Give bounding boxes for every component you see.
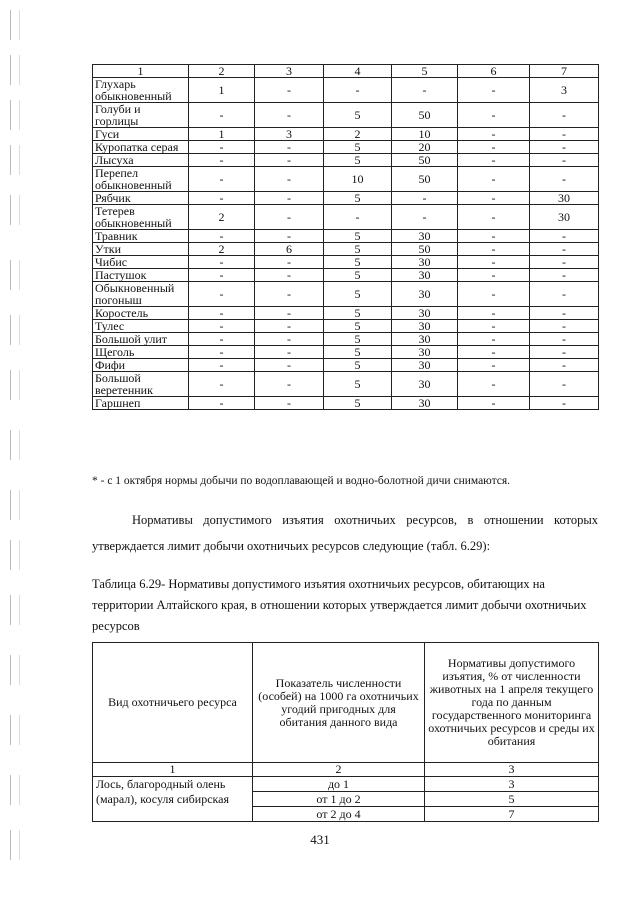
value-cell: - — [255, 320, 324, 333]
value-cell: 5 — [324, 269, 392, 282]
margin-mark — [10, 370, 20, 400]
value-cell: - — [530, 243, 599, 256]
value-cell: - — [458, 307, 530, 320]
margin-mark — [10, 540, 20, 570]
value-cell: 30 — [392, 307, 458, 320]
species-name-line: Фифи — [95, 358, 126, 372]
game-bird-norms-table — [92, 64, 599, 410]
column-number: 3 — [425, 763, 599, 777]
value-cell: - — [255, 230, 324, 243]
species-name-line: Большой — [95, 371, 141, 385]
value-cell: 30 — [392, 346, 458, 359]
value-cell: - — [530, 359, 599, 372]
value-cell: - — [458, 359, 530, 372]
margin-mark — [10, 100, 20, 130]
species-name-cell — [93, 269, 189, 282]
value-cell: - — [530, 333, 599, 346]
value-cell: 1 — [189, 78, 255, 103]
value-cell: - — [189, 333, 255, 346]
margin-mark — [10, 195, 20, 225]
value-cell: - — [458, 282, 530, 307]
table-row — [93, 777, 599, 792]
value-cell: - — [255, 333, 324, 346]
header-norm: Нормативы допустимого изъятия, % от численности животных на 1 апреля текущего года по данным государственного мониторинга охотничьих ресурсов и среды их обитания — [425, 643, 599, 763]
value-cell: 30 — [392, 269, 458, 282]
value-cell: 5 — [324, 141, 392, 154]
margin-mark — [10, 655, 20, 685]
column-number: 1 — [93, 65, 189, 78]
column-number: 5 — [392, 65, 458, 78]
value-cell: - — [458, 269, 530, 282]
value-cell: - — [392, 205, 458, 230]
value-cell: 30 — [392, 256, 458, 269]
species-name-line: Куропатка серая — [95, 140, 179, 154]
value-cell: 30 — [392, 397, 458, 410]
value-cell: - — [458, 205, 530, 230]
species-name-line: Обыкновенный — [95, 281, 175, 295]
table-row — [93, 372, 599, 397]
value-cell: - — [530, 230, 599, 243]
value-cell: 5 — [324, 230, 392, 243]
species-name-line: веретенник — [95, 383, 153, 397]
species-name-cell — [93, 167, 189, 192]
value-cell: - — [189, 397, 255, 410]
value-cell: 5 — [324, 346, 392, 359]
density-cell: до 1 — [253, 777, 425, 792]
species-name-cell — [93, 397, 189, 410]
species-name-cell — [93, 346, 189, 359]
value-cell: - — [458, 78, 530, 103]
margin-mark — [10, 775, 20, 805]
value-cell: 5 — [324, 154, 392, 167]
ungulate-harvest-norms-table — [92, 642, 599, 822]
table-row — [93, 230, 599, 243]
value-cell: 2 — [189, 205, 255, 230]
species-name-cell — [93, 359, 189, 372]
species-name-cell — [93, 141, 189, 154]
species-cell: Лось, благородный олень (марал), косуля сибирская — [93, 777, 253, 822]
value-cell: - — [458, 103, 530, 128]
value-cell: 3 — [255, 128, 324, 141]
species-name-line: Пастушок — [95, 268, 147, 282]
value-cell: 30 — [392, 359, 458, 372]
value-cell: 5 — [324, 282, 392, 307]
value-cell: 5 — [324, 256, 392, 269]
value-cell: 50 — [392, 243, 458, 256]
value-cell: - — [458, 154, 530, 167]
species-name-cell — [93, 320, 189, 333]
norm-cell: 5 — [425, 792, 599, 807]
value-cell: 5 — [324, 103, 392, 128]
value-cell: - — [458, 397, 530, 410]
table-row — [93, 256, 599, 269]
column-number: 3 — [255, 65, 324, 78]
binding-margin-marks — [6, 0, 26, 905]
column-number: 2 — [189, 65, 255, 78]
value-cell: - — [189, 320, 255, 333]
species-name-line: горлицы — [95, 114, 139, 128]
species-name-cell — [93, 256, 189, 269]
value-cell: - — [458, 320, 530, 333]
value-cell: 50 — [392, 154, 458, 167]
value-cell: 10 — [392, 128, 458, 141]
value-cell: - — [458, 141, 530, 154]
value-cell: - — [530, 269, 599, 282]
value-cell: - — [530, 128, 599, 141]
species-name-line: Коростель — [95, 306, 149, 320]
species-name-cell — [93, 154, 189, 167]
species-name-line: Гуси — [95, 127, 120, 141]
species-name-line: обыкновенный — [95, 216, 172, 230]
species-name-line: погоныш — [95, 293, 142, 307]
table-row — [93, 128, 599, 141]
species-name-line: Лысуха — [95, 153, 134, 167]
value-cell: - — [255, 141, 324, 154]
table-row — [93, 103, 599, 128]
table-row — [93, 269, 599, 282]
margin-mark — [10, 490, 20, 520]
value-cell: - — [392, 78, 458, 103]
column-number: 1 — [93, 763, 253, 777]
value-cell: - — [255, 205, 324, 230]
species-name-line: обыкновенный — [95, 178, 172, 192]
species-name-cell — [93, 230, 189, 243]
column-number: 7 — [530, 65, 599, 78]
value-cell: 30 — [530, 192, 599, 205]
value-cell: 2 — [189, 243, 255, 256]
density-cell: от 2 до 4 — [253, 807, 425, 822]
margin-mark — [10, 715, 20, 745]
margin-mark — [10, 145, 20, 175]
value-cell: 30 — [392, 282, 458, 307]
page-number: 431 — [310, 832, 330, 847]
table-caption: Таблица 6.29- Нормативы допустимого изъятия охотничьих ресурсов, обитающих на территории Алтайского края, в отношении которых утверждается лимит добычи охотничьих ресурсов — [92, 577, 587, 633]
value-cell: 1 — [189, 128, 255, 141]
value-cell: - — [458, 128, 530, 141]
value-cell: - — [530, 320, 599, 333]
value-cell: - — [255, 103, 324, 128]
species-name-line: Травник — [95, 229, 138, 243]
value-cell: - — [458, 256, 530, 269]
species-name-cell — [93, 128, 189, 141]
value-cell: - — [530, 141, 599, 154]
table-row — [93, 320, 599, 333]
value-cell: - — [530, 282, 599, 307]
value-cell: 3 — [530, 78, 599, 103]
margin-mark — [10, 260, 20, 290]
species-name-cell — [93, 282, 189, 307]
value-cell: - — [255, 307, 324, 320]
value-cell: - — [255, 282, 324, 307]
value-cell: - — [530, 103, 599, 128]
value-cell: - — [189, 256, 255, 269]
value-cell: - — [458, 167, 530, 192]
table-row — [93, 397, 599, 410]
column-number: 4 — [324, 65, 392, 78]
value-cell: 6 — [255, 243, 324, 256]
value-cell: - — [189, 167, 255, 192]
value-cell: - — [189, 372, 255, 397]
value-cell: - — [255, 154, 324, 167]
value-cell: - — [189, 282, 255, 307]
value-cell: 20 — [392, 141, 458, 154]
value-cell: - — [255, 78, 324, 103]
species-name-line: Голуби и — [95, 102, 141, 116]
margin-mark — [10, 315, 20, 345]
value-cell: - — [530, 397, 599, 410]
margin-mark — [10, 430, 20, 460]
value-cell: - — [189, 141, 255, 154]
margin-mark — [10, 595, 20, 625]
table-header-row — [93, 65, 599, 78]
norm-cell: 3 — [425, 777, 599, 792]
value-cell: - — [189, 154, 255, 167]
value-cell: 30 — [392, 230, 458, 243]
value-cell: 30 — [392, 320, 458, 333]
value-cell: 5 — [324, 192, 392, 205]
value-cell: 5 — [324, 333, 392, 346]
species-name-line: Тетерев — [95, 204, 135, 218]
value-cell: - — [189, 359, 255, 372]
table-header-row — [93, 643, 599, 763]
value-cell: - — [255, 372, 324, 397]
value-cell: - — [530, 167, 599, 192]
value-cell: - — [255, 359, 324, 372]
value-cell: - — [392, 192, 458, 205]
margin-mark — [10, 55, 20, 85]
species-name-cell — [93, 307, 189, 320]
value-cell: - — [530, 372, 599, 397]
value-cell: 5 — [324, 243, 392, 256]
value-cell: - — [189, 103, 255, 128]
density-cell: от 1 до 2 — [253, 792, 425, 807]
table-row — [93, 154, 599, 167]
species-name-line: Щеголь — [95, 345, 135, 359]
table-row — [93, 167, 599, 192]
value-cell: - — [189, 230, 255, 243]
value-cell: - — [458, 243, 530, 256]
value-cell: - — [255, 256, 324, 269]
value-cell: 5 — [324, 372, 392, 397]
header-species: Вид охотничьего ресурса — [93, 643, 253, 763]
intro-paragraph: Нормативы допустимого изъятия охотничьих ресурсов, в отношении которых утверждается лимит добычи охотничьих ресурсов следующие (табл. 6.29): — [92, 513, 598, 553]
norm-cell: 7 — [425, 807, 599, 822]
value-cell: 5 — [324, 397, 392, 410]
species-name-line: Большой улит — [95, 332, 167, 346]
species-name-line: Глухарь — [95, 77, 136, 91]
table-row — [93, 78, 599, 103]
table-row — [93, 346, 599, 359]
value-cell: 30 — [530, 205, 599, 230]
table-row — [93, 192, 599, 205]
value-cell: - — [255, 397, 324, 410]
value-cell: - — [255, 269, 324, 282]
species-name-cell — [93, 372, 189, 397]
species-name-line: Утки — [95, 242, 121, 256]
value-cell: - — [324, 78, 392, 103]
species-name-cell — [93, 103, 189, 128]
value-cell: - — [458, 333, 530, 346]
value-cell: - — [189, 346, 255, 359]
species-name-line: Чибис — [95, 255, 128, 269]
table-row — [93, 282, 599, 307]
species-name-line: Тулес — [95, 319, 125, 333]
value-cell: - — [189, 307, 255, 320]
value-cell: - — [458, 346, 530, 359]
value-cell: - — [530, 307, 599, 320]
species-name-line: Перепел — [95, 166, 139, 180]
table-row — [93, 243, 599, 256]
value-cell: - — [189, 269, 255, 282]
value-cell: - — [458, 372, 530, 397]
species-name-line: обыкновенный — [95, 89, 172, 103]
value-cell: - — [255, 346, 324, 359]
value-cell: - — [255, 192, 324, 205]
value-cell: 50 — [392, 103, 458, 128]
value-cell: 5 — [324, 359, 392, 372]
column-number: 2 — [253, 763, 425, 777]
species-name-cell — [93, 192, 189, 205]
value-cell: 2 — [324, 128, 392, 141]
value-cell: - — [530, 346, 599, 359]
value-cell: - — [189, 192, 255, 205]
value-cell: 5 — [324, 307, 392, 320]
species-name-cell — [93, 333, 189, 346]
table-row — [93, 141, 599, 154]
footnote: * - с 1 октября нормы добычи по водоплавающей и водно-болотной дичи снимаются. — [92, 475, 511, 487]
table-row — [93, 359, 599, 372]
species-name-cell — [93, 243, 189, 256]
value-cell: 30 — [392, 372, 458, 397]
value-cell: 30 — [392, 333, 458, 346]
table-row — [93, 333, 599, 346]
value-cell: - — [324, 205, 392, 230]
column-number: 6 — [458, 65, 530, 78]
value-cell: 50 — [392, 167, 458, 192]
value-cell: - — [255, 167, 324, 192]
value-cell: - — [458, 230, 530, 243]
value-cell: 10 — [324, 167, 392, 192]
margin-mark — [10, 10, 20, 40]
species-name-line: Рябчик — [95, 191, 131, 205]
value-cell: 5 — [324, 320, 392, 333]
column-number-row — [93, 763, 599, 777]
value-cell: - — [458, 192, 530, 205]
value-cell: - — [530, 256, 599, 269]
value-cell: - — [530, 154, 599, 167]
species-name-line: Гаршнеп — [95, 396, 141, 410]
table-row — [93, 307, 599, 320]
table-row — [93, 205, 599, 230]
header-density: Показатель численности (особей) на 1000 га охотничьих угодий пригодных для обитания данного вида — [253, 643, 425, 763]
species-name-cell — [93, 78, 189, 103]
species-name-cell — [93, 205, 189, 230]
